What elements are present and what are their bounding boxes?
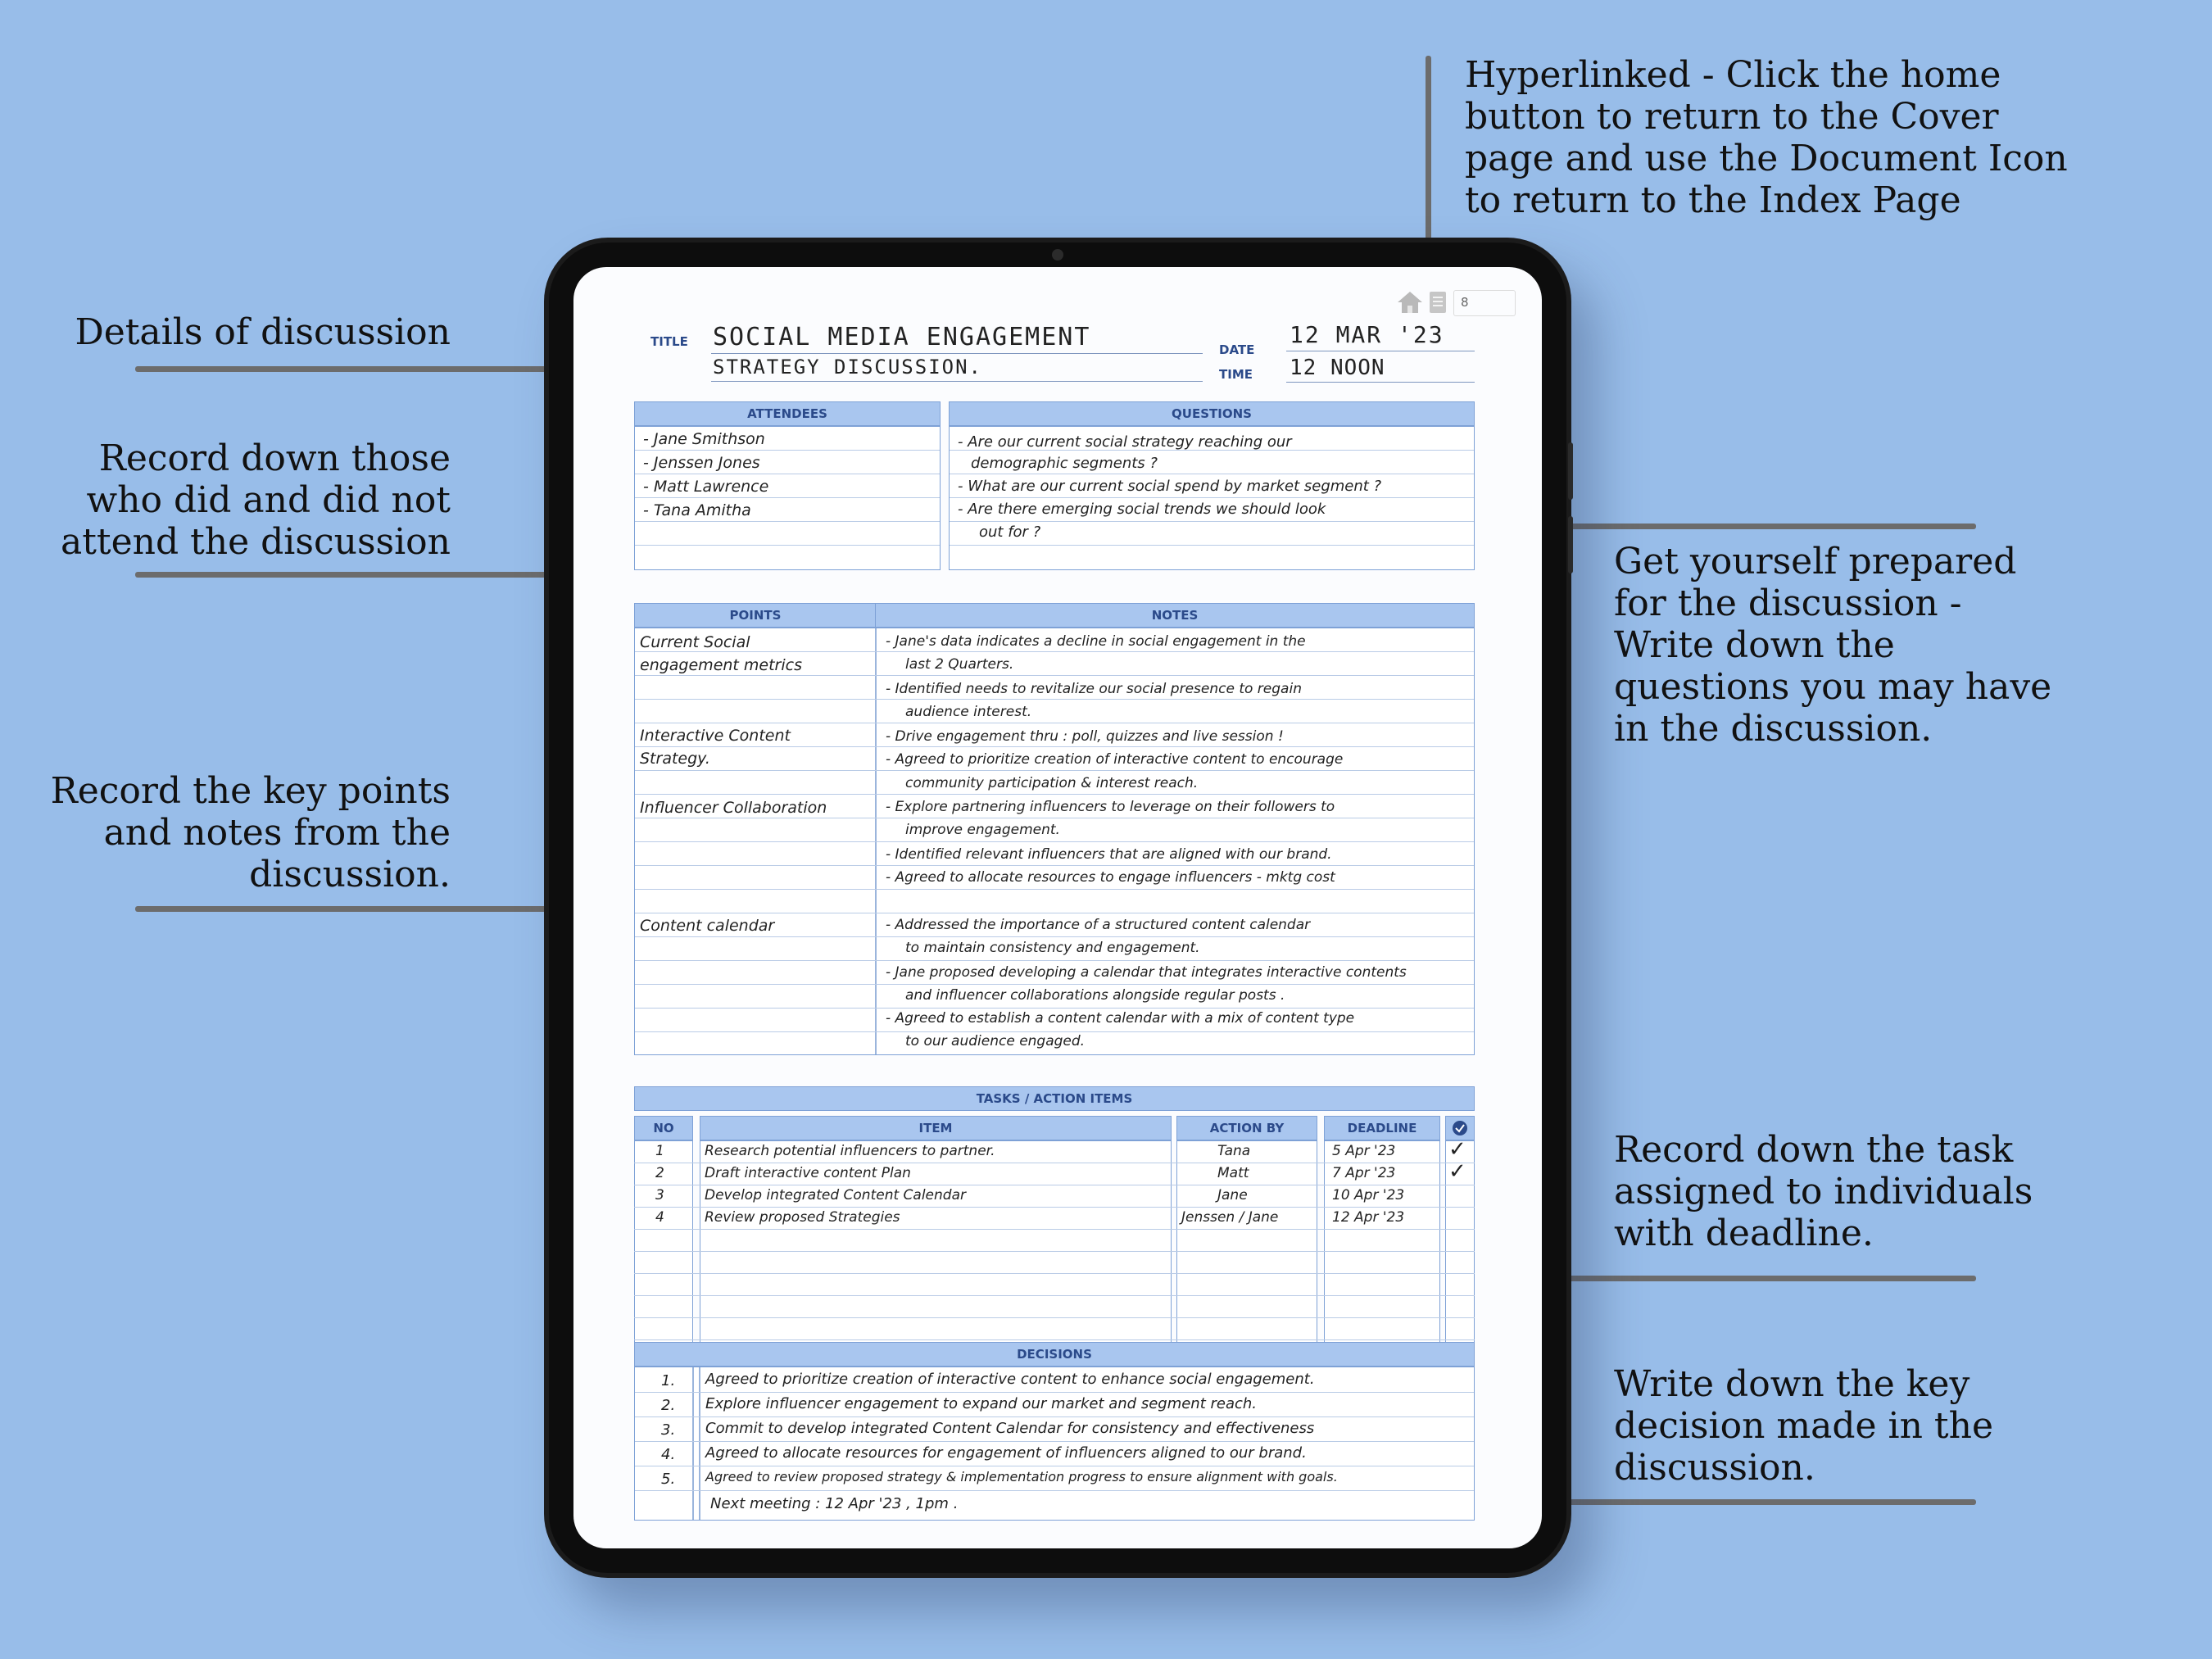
- callout-points-line: [135, 906, 606, 912]
- time-value[interactable]: 12 NOON: [1290, 356, 1385, 380]
- title-underline-1: [711, 353, 1203, 354]
- table-row[interactable]: [634, 1137, 1475, 1163]
- decision-no: 3.: [661, 1421, 676, 1439]
- task-item: Research potential influencers to partner.: [705, 1143, 995, 1159]
- note-line: - Explore partnering influencers to leverage on their followers to: [886, 799, 1335, 815]
- question-line: - Are there emerging social trends we should look: [958, 501, 1326, 518]
- note-line: to our audience engaged.: [905, 1033, 1086, 1049]
- attendees-header: ATTENDEES: [634, 401, 941, 426]
- volume-button: [1568, 442, 1573, 500]
- table-row[interactable]: [634, 1159, 1475, 1185]
- note-line: improve engagement.: [905, 822, 1060, 838]
- decision-text: Agreed to review proposed strategy & implementation progress to ensure alignment with goals.: [705, 1469, 1338, 1484]
- note-line: community participation & interest reach.: [905, 775, 1199, 791]
- decisions-header: DECISIONS: [634, 1342, 1475, 1367]
- title-line-2[interactable]: STRATEGY DISCUSSION.: [713, 356, 982, 378]
- title-label: TITLE: [650, 334, 688, 349]
- task-action-by: Tana: [1217, 1143, 1251, 1159]
- callout-decision-line: [1507, 1499, 1976, 1505]
- question-line: demographic segments ?: [971, 455, 1158, 472]
- document-icon[interactable]: [1427, 290, 1448, 315]
- task-action-by: Jane: [1217, 1187, 1248, 1203]
- decision-text: Agreed to allocate resources for engagement of influencers aligned to our brand.: [705, 1444, 1307, 1462]
- question-line: - What are our current social spend by market segment ?: [958, 478, 1382, 495]
- note-line: - Jane's data indicates a decline in social engagement in the: [886, 633, 1306, 650]
- time-underline: [1286, 382, 1475, 383]
- task-action-by: Jenssen / Jane: [1181, 1209, 1279, 1226]
- task-item: Develop integrated Content Calendar: [705, 1187, 966, 1203]
- page-number-box: [1453, 290, 1516, 316]
- decision-text: Explore influencer engagement to expand our market and segment reach.: [705, 1395, 1258, 1412]
- planner-page: [573, 267, 1542, 1548]
- questions-header: QUESTIONS: [949, 401, 1475, 426]
- decision-text: Commit to develop integrated Content Calendar for consistency and effectiveness: [705, 1420, 1315, 1437]
- task-deadline: 10 Apr '23: [1332, 1187, 1405, 1203]
- task-deadline: 5 Apr '23: [1332, 1143, 1396, 1159]
- task-done-check[interactable]: ✓: [1448, 1159, 1466, 1184]
- callout-details-line: [135, 366, 606, 372]
- front-camera: [1052, 249, 1063, 261]
- callout-details: Details of discussion: [75, 311, 451, 353]
- time-label: TIME: [1219, 367, 1253, 382]
- home-icon[interactable]: [1396, 290, 1424, 315]
- point-line: Influencer Collaboration: [640, 799, 827, 817]
- note-line: and influencer collaborations alongside regular posts .: [905, 987, 1285, 1004]
- attendees-box[interactable]: [634, 426, 941, 570]
- point-line: Strategy.: [640, 750, 710, 768]
- attendee-item: - Jane Smithson: [643, 430, 765, 448]
- note-line: to maintain consistency and engagement.: [905, 940, 1200, 956]
- date-value[interactable]: 12 MAR '23: [1290, 321, 1444, 348]
- note-line: - Jane proposed developing a calendar that integrates interactive contents: [886, 964, 1407, 981]
- notes-header: NOTES: [875, 603, 1475, 628]
- decisions-box[interactable]: [634, 1367, 1475, 1521]
- callout-tasks: Record down the task assigned to individuals with deadline.: [1614, 1129, 2033, 1254]
- decision-no: 5.: [661, 1471, 676, 1488]
- task-no: 3: [655, 1187, 664, 1203]
- points-header: POINTS: [634, 603, 877, 628]
- decision-no: 1.: [661, 1372, 676, 1389]
- question-line: - Are our current social strategy reaching our: [958, 433, 1292, 451]
- note-line: - Identified needs to revitalize our social presence to regain: [886, 681, 1302, 697]
- title-underline-2: [711, 381, 1203, 382]
- date-label: DATE: [1219, 342, 1255, 357]
- task-no: 2: [655, 1165, 664, 1181]
- questions-box[interactable]: [949, 426, 1475, 570]
- callout-hyperlinked: Hyperlinked - Click the home button to return to the Cover page and use the Document Icon to return to the Index Page: [1465, 54, 2068, 221]
- title-line-1[interactable]: SOCIAL MEDIA ENGAGEMENT: [713, 323, 1091, 351]
- callout-decision: Write down the key decision made in the discussion.: [1614, 1363, 1993, 1489]
- note-line: - Agreed to establish a content calendar with a mix of content type: [886, 1010, 1355, 1027]
- table-row[interactable]: [634, 1185, 1475, 1207]
- attendee-item: - Matt Lawrence: [643, 478, 769, 496]
- point-line: engagement metrics: [640, 656, 802, 674]
- tasks-col-item: ITEM: [700, 1116, 1172, 1140]
- task-item: Review proposed Strategies: [705, 1209, 900, 1226]
- points-notes-box[interactable]: [634, 628, 1475, 1055]
- tasks-header: TASKS / ACTION ITEMS: [634, 1086, 1475, 1111]
- decision-no: 2.: [661, 1397, 676, 1414]
- note-line: - Agreed to prioritize creation of interactive content to encourage: [886, 751, 1344, 768]
- decision-text: Agreed to prioritize creation of interactive content to enhance social engagement.: [705, 1371, 1315, 1388]
- tablet-device: [544, 238, 1571, 1578]
- task-deadline: 12 Apr '23: [1332, 1209, 1405, 1226]
- callout-attendance-line: [135, 572, 606, 578]
- attendee-item: - Tana Amitha: [643, 501, 751, 519]
- volume-button: [1568, 516, 1573, 573]
- table-row[interactable]: [634, 1207, 1475, 1229]
- callout-attendance: Record down those who did and did not attend the discussion: [60, 437, 451, 563]
- page-number: 8: [1461, 295, 1469, 310]
- point-line: Current Social: [640, 633, 750, 651]
- check-circle-icon: [1452, 1120, 1468, 1136]
- tasks-col-no: NO: [634, 1116, 693, 1140]
- task-item: Draft interactive content Plan: [705, 1165, 911, 1181]
- attendee-item: - Jenssen Jones: [643, 454, 760, 472]
- task-done-check[interactable]: ✓: [1448, 1137, 1466, 1162]
- note-line: - Addressed the importance of a structured content calendar: [886, 917, 1311, 933]
- decision-no: 4.: [661, 1446, 676, 1463]
- callout-prepare: Get yourself prepared for the discussion - Write down the questions you may have in the discussion.: [1614, 541, 2052, 750]
- task-action-by: Matt: [1217, 1165, 1249, 1181]
- point-line: Content calendar: [640, 917, 775, 935]
- task-no: 1: [655, 1143, 664, 1159]
- decision-text: Next meeting : 12 Apr '23 , 1pm .: [710, 1495, 959, 1512]
- note-line: - Agreed to allocate resources to engage influencers - mktg cost: [886, 869, 1335, 886]
- note-line: - Identified relevant influencers that are aligned with our brand.: [886, 846, 1332, 863]
- callout-prepare-line: [1507, 524, 1976, 529]
- tasks-col-deadline: DEADLINE: [1324, 1116, 1440, 1140]
- note-line: last 2 Quarters.: [905, 656, 1014, 673]
- callout-tasks-line: [1507, 1276, 1976, 1281]
- callout-points: Record the key points and notes from the discussion.: [50, 770, 451, 895]
- note-line: - Drive engagement thru : poll, quizzes and live session !: [886, 728, 1284, 745]
- point-line: Interactive Content: [640, 727, 791, 745]
- question-line: out for ?: [979, 524, 1041, 541]
- note-line: audience interest.: [905, 704, 1032, 720]
- task-deadline: 7 Apr '23: [1332, 1165, 1396, 1181]
- tasks-col-action-by: ACTION BY: [1176, 1116, 1317, 1140]
- task-no: 4: [655, 1209, 664, 1226]
